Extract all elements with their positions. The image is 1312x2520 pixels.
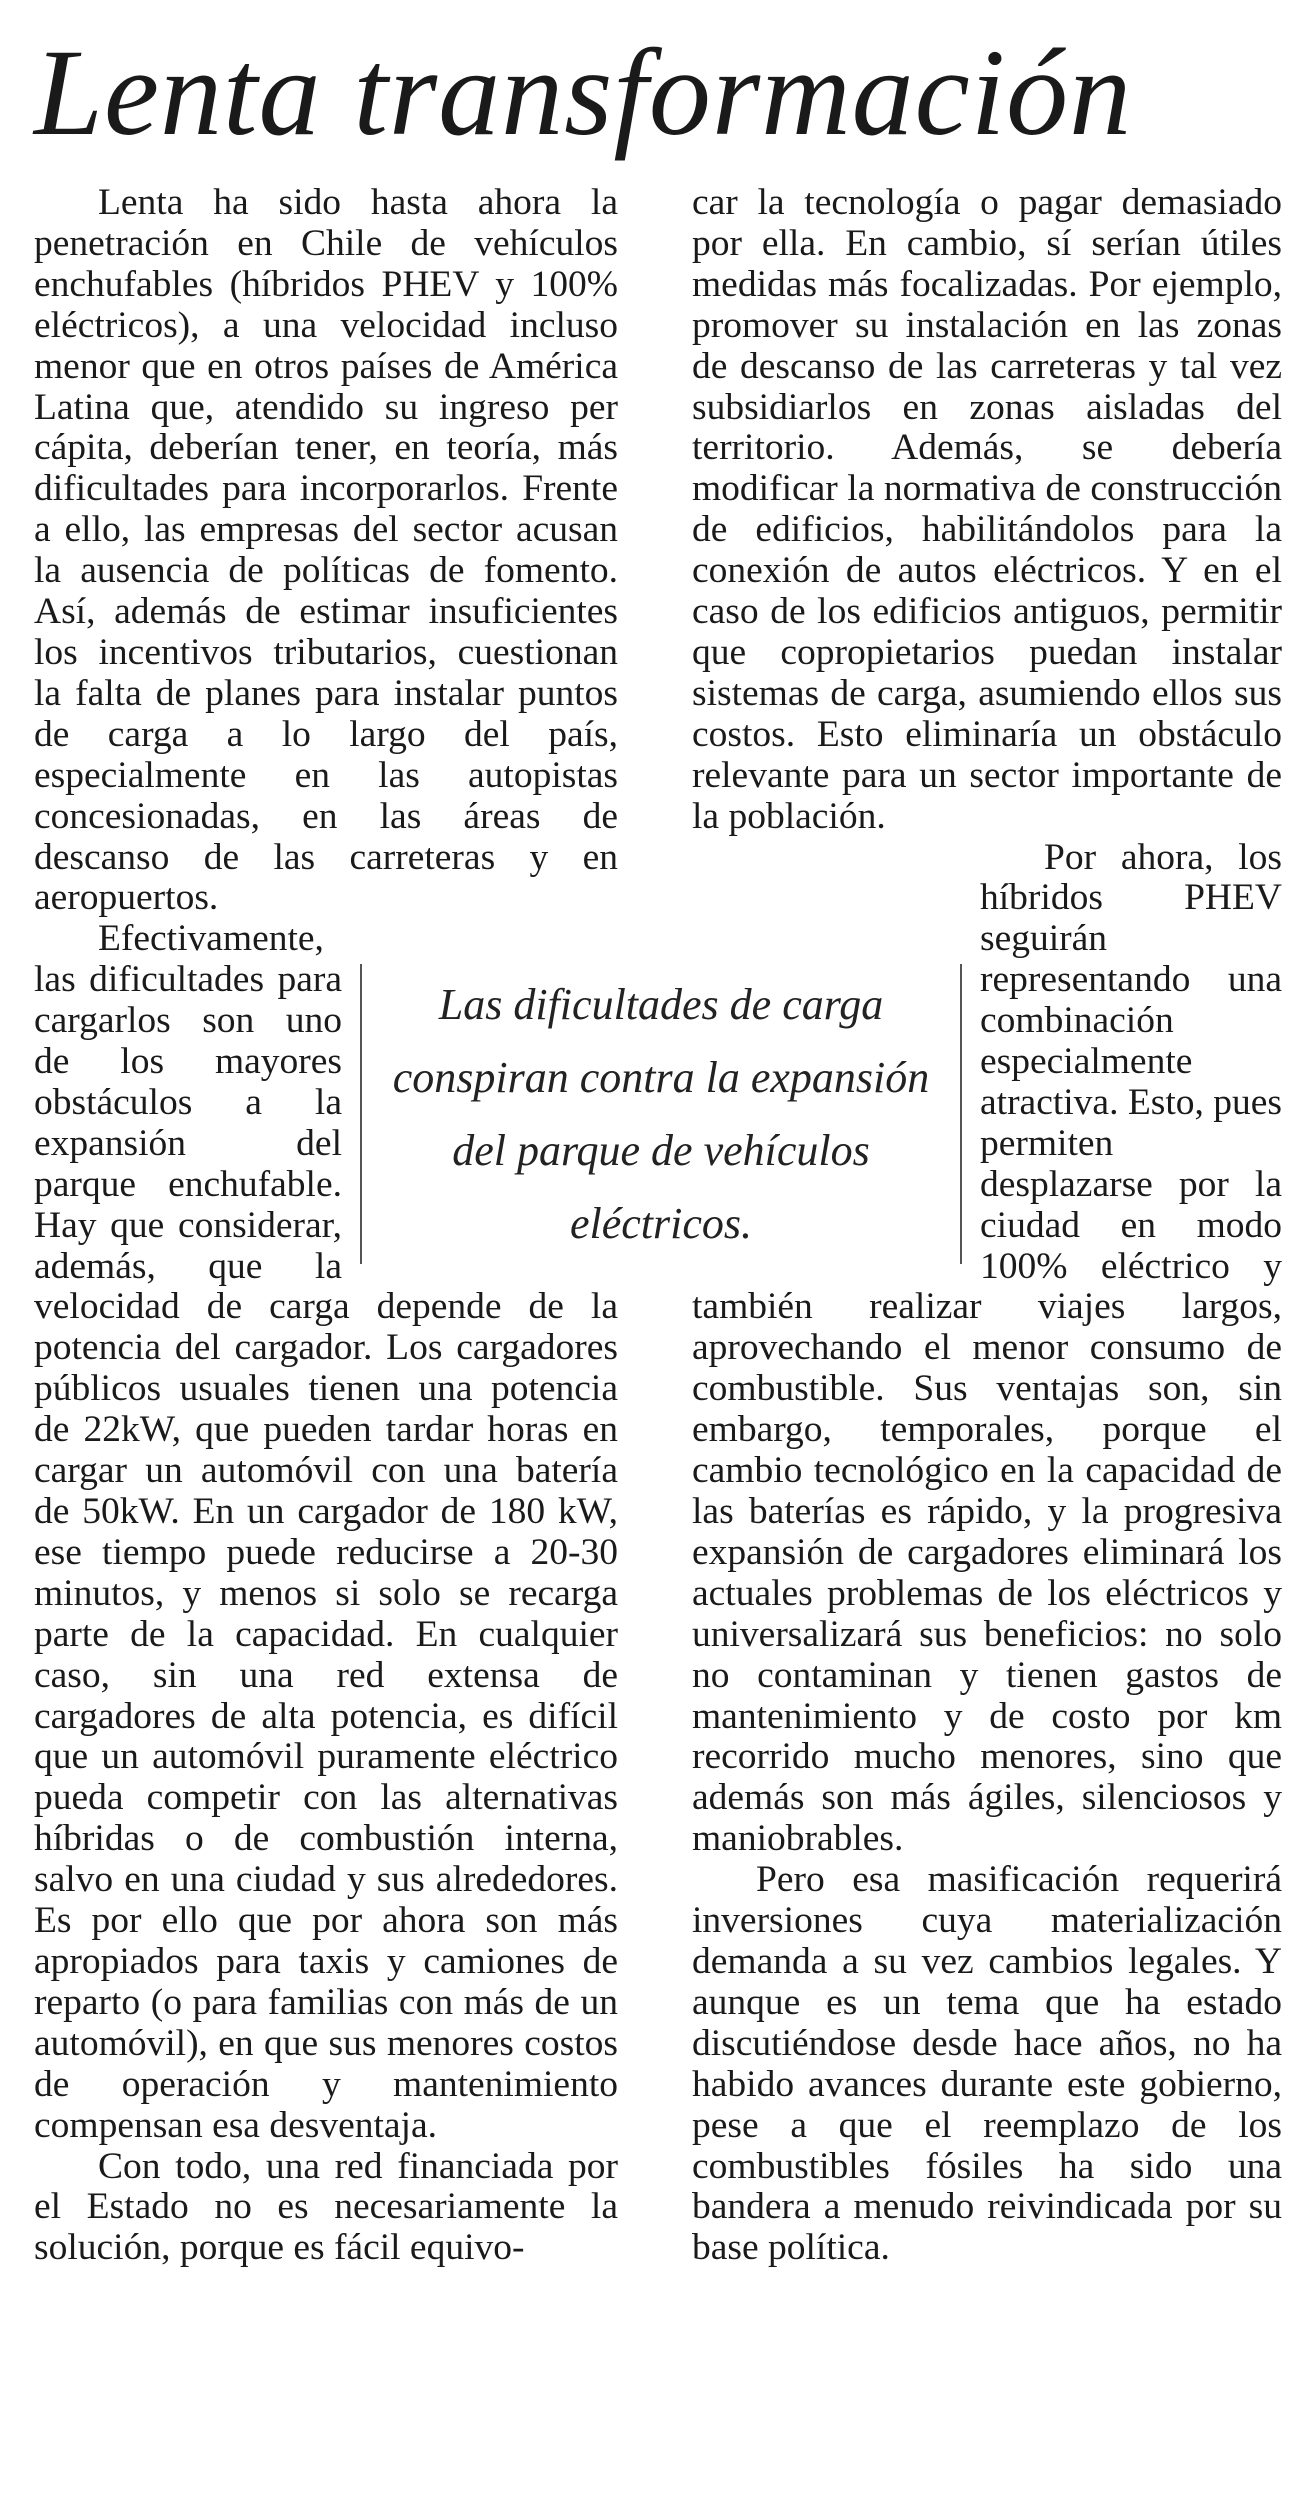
left-paragraph-3: Con todo, una red financiada por el Estado no es necesariamente la solución, porque es fácil equivo-	[34, 2145, 618, 2269]
right-paragraph-1: car la tecnología o pagar demasiado por ella. En cambio, sí serían útiles medidas más focalizadas. Por ejemplo, promover su instalación en las zonas de descanso de las carreteras y tal vez subsidiarlos en zonas aisladas del territorio. Además, se debería modificar la normativa de construcción de edificios, habilitándolos para la conexión de autos eléctricos. Y en el caso de los edificios antiguos, permitir que copropietarios puedan instalar sistemas de carga, asumiendo ellos sus costos. Esto eliminaría un obstáculo relevante para un sector importante de la población.	[692, 182, 1282, 837]
article-title: Lenta transformación	[34, 24, 1133, 161]
right-paragraph-3: Pero esa masificación requerirá inversiones cuya materialización demanda a su vez cambios legales. Y aunque es un tema que ha estado discutiéndose desde hace años, no ha habido avances durante este gobierno, pese a que el reemplazo de los combustibles fósiles ha sido una bandera a menudo reivindicada por su base política.	[692, 1859, 1282, 2269]
right-paragraph-2: Por ahora, los híbridos PHEV seguirán representando una combinación especialmente atractiva. Esto, pues permiten desplazarse por la ciudad en modo 100% eléctrico y también realizar viajes largos, aprovechando el menor consumo de combustible. Sus ventajas son, sin embargo, temporales, porque el cambio tecnológico en la capacidad de las baterías es rápido, y la progresiva expansión de cargadores eliminará los actuales problemas de los eléctricos y universalizará sus beneficios: no solo no contaminan y tienen gastos de mantenimiento y de costo por km recorrido mucho menores, sino que además son más ágiles, silenciosos y maniobrables.	[692, 836, 1282, 1860]
left-paragraph-1: Lenta ha sido hasta ahora la penetración en Chile de vehículos enchufables (híbridos PHEV y 100% eléctricos), a una velocidad incluso menor que en otros países de América Latina que, atendido su ingreso per cápita, deberían tener, en teoría, más dificultades para incorporarlos. Frente a ello, las empresas del sector acusan la ausencia de políticas de fomento. Así, además de estimar insuficientes los incentivos tributarios, cuestionan la falta de planes para instalar puntos de carga a lo largo del país, especialmente en las autopistas concesionadas, en las áreas de descanso de las carreteras y en aeropuertos.	[34, 182, 618, 919]
left-paragraph-2: Efectivamente, las dificultades para cargarlos son uno de los mayores obstáculos a la expansión del parque enchufable. Hay que considerar, además, que la velocidad de carga depende de la potencia del cargador. Los cargadores públicos usuales tienen una potencia de 22kW, que pueden tardar horas en cargar un automóvil con una batería de 50kW. En un cargador de 180 kW, ese tiempo puede reducirse a 20-30 minutos, y menos si solo se recarga parte de la capacidad. En cualquier caso, sin una red extensa de cargadores de alta potencia, es difícil que un automóvil puramente eléctrico pueda competir con las alternativas híbridas o de combustión interna, salvo en una ciudad y sus alrededores. Es por ello que por ahora son más apropiados para taxis y camiones de reparto (o para familias con más de un automóvil), en que sus menores costos de operación y mantenimiento compensan esa desventaja.	[34, 918, 618, 2146]
pull-quote: Las dificultades de carga conspiran contra la expansión del parque de vehículos eléctricos.	[360, 964, 962, 1264]
